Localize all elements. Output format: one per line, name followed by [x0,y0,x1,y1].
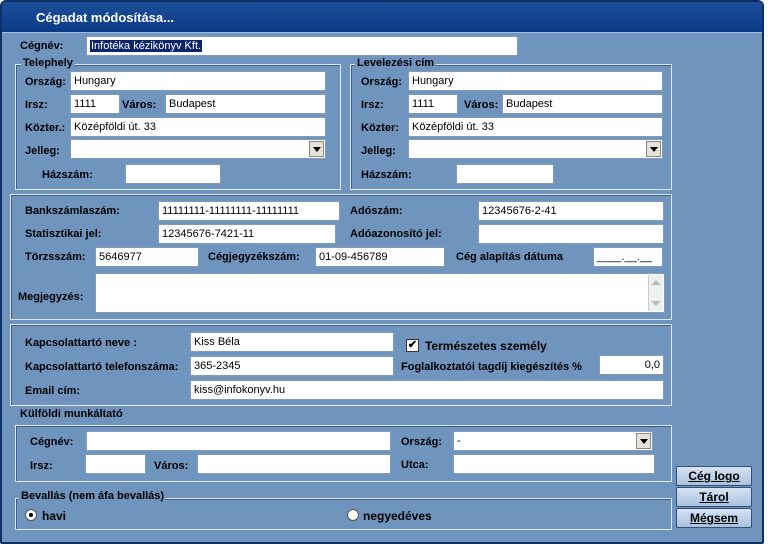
alapitas-input[interactable]: ____.__.__ [593,247,663,267]
levelezesi-irsz-input[interactable]: 1111 [408,94,458,114]
company-name-label: Cégnév: [20,40,64,52]
cegjegyzek-label: Cégjegyzékszám: [208,251,300,263]
termeszetes-label: Természetes személy [425,339,547,353]
telephely-title: Telephely [23,57,73,69]
tarol-button[interactable]: Tárol [676,487,752,507]
statisztikai-input[interactable]: 12345676-7421-11 [158,224,336,244]
chevron-down-icon[interactable] [309,141,324,157]
kulfoldi-orszag-select[interactable] [453,431,653,451]
levelezesi-kozter-label: Közter: [361,122,399,134]
kulfoldi-cegnev-input[interactable] [86,431,391,451]
contact-phone-label: Kapcsolattartó telefonszáma: [25,361,179,373]
window-title: Cégadat módosítása... [36,10,174,25]
kulfoldi-orszag-label: Ország: [401,436,442,448]
kulfoldi-irsz-input[interactable] [85,454,146,474]
levelezesi-hazszam-label: Házszám: [361,169,412,181]
bevallas-group [15,498,672,530]
telephely-jelleg-label: Jelleg: [25,145,60,157]
scroll-down-icon[interactable] [651,301,661,306]
email-label: Email cím: [25,385,81,397]
bevallas-title: Bevallás (nem áfa bevallás) [21,490,165,502]
telephely-varos-label: Város: [122,99,157,111]
bankszamla-input[interactable]: 11111111-11111111-11111111 [158,201,340,221]
contact-phone-input[interactable]: 365-2345 [190,356,394,376]
kulfoldi-varos-label: Város: [154,460,189,472]
title-bar [2,2,762,33]
kulfoldi-varos-input[interactable] [197,454,391,474]
telephely-hazszam-label: Házszám: [42,169,93,181]
email-input[interactable]: kiss@infokonyv.hu [190,380,664,400]
megjegyzes-textarea[interactable] [95,273,665,313]
cegjegyzek-input[interactable]: 01-09-456789 [315,247,445,267]
termeszetes-checkbox[interactable]: ✔ [407,339,418,351]
telephely-varos-input[interactable]: Budapest [165,94,326,114]
levelezesi-orszag-label: Ország: [361,76,402,88]
kulfoldi-utca-label: Utca: [401,459,429,471]
torzsszam-label: Törzsszám: [25,251,86,263]
kulfoldi-utca-input[interactable] [453,454,655,474]
contact-name-input[interactable]: Kiss Béla [190,332,394,352]
company-name-input[interactable] [86,36,518,56]
scroll-up-icon[interactable] [651,280,661,285]
memo-scrollbar[interactable] [648,275,663,311]
megjegyzes-label: Megjegyzés: [18,291,84,303]
adoazonosito-label: Adóazonosító jel: [350,228,442,240]
levelezesi-orszag-input[interactable]: Hungary [408,71,663,91]
telephely-irsz-label: Irsz: [25,99,48,111]
kulfoldi-title: Külföldi munkáltató [20,408,123,420]
telephely-kozter-input[interactable]: Középföldi út. 33 [70,117,326,137]
kulfoldi-orszag-value: - [457,435,461,447]
havi-radio[interactable] [25,509,37,521]
levelezesi-varos-label: Város: [464,99,499,111]
chevron-down-icon[interactable] [636,433,651,449]
megsem-button[interactable]: Mégsem [676,508,752,528]
levelezesi-jelleg-select[interactable] [408,139,663,159]
telephely-irsz-input[interactable]: 1111 [70,94,120,114]
ceg-logo-button[interactable]: Cég logo [676,466,752,486]
telephely-orszag-input[interactable]: Hungary [70,71,326,91]
torzsszam-input[interactable]: 5646977 [95,247,199,267]
negyedeves-label: negyedéves [363,509,432,523]
telephely-jelleg-select[interactable] [70,139,326,159]
foglalkoztatoi-input[interactable]: 0,0 [599,355,664,375]
telephely-kozter-label: Közter.: [25,122,66,134]
negyedeves-radio[interactable] [347,509,359,521]
levelezesi-varos-input[interactable]: Budapest [502,94,663,114]
adoszam-input[interactable]: 12345676-2-41 [478,201,664,221]
levelezesi-jelleg-label: Jelleg: [361,145,396,157]
adoszam-label: Adószám: [350,205,403,217]
havi-label: havi [42,509,67,523]
foglalkoztatoi-label: Foglalkoztatói tagdíj kiegészítés % [401,361,582,373]
levelezesi-hazszam-input[interactable] [456,164,554,184]
kulfoldi-cegnev-label: Cégnév: [30,436,74,448]
statisztikai-label: Statisztikai jel: [25,228,102,240]
telephely-hazszam-input[interactable] [125,164,221,184]
chevron-down-icon[interactable] [646,141,661,157]
bankszamla-label: Bankszámlaszám: [25,205,120,217]
levelezesi-kozter-input[interactable]: Középföldi út. 33 [408,117,663,137]
adoazonosito-input[interactable] [478,224,664,244]
company-name-value: Infotéka kézikönyv Kft. [91,40,202,52]
alapitas-label: Cég alapítás dátuma [456,251,563,263]
telephely-orszag-label: Ország: [25,76,66,88]
levelezesi-title: Levelezési cím [357,57,435,69]
kulfoldi-irsz-label: Irsz: [30,460,53,472]
levelezesi-irsz-label: Irsz: [361,99,384,111]
contact-name-label: Kapcsolattartó neve : [25,337,137,349]
